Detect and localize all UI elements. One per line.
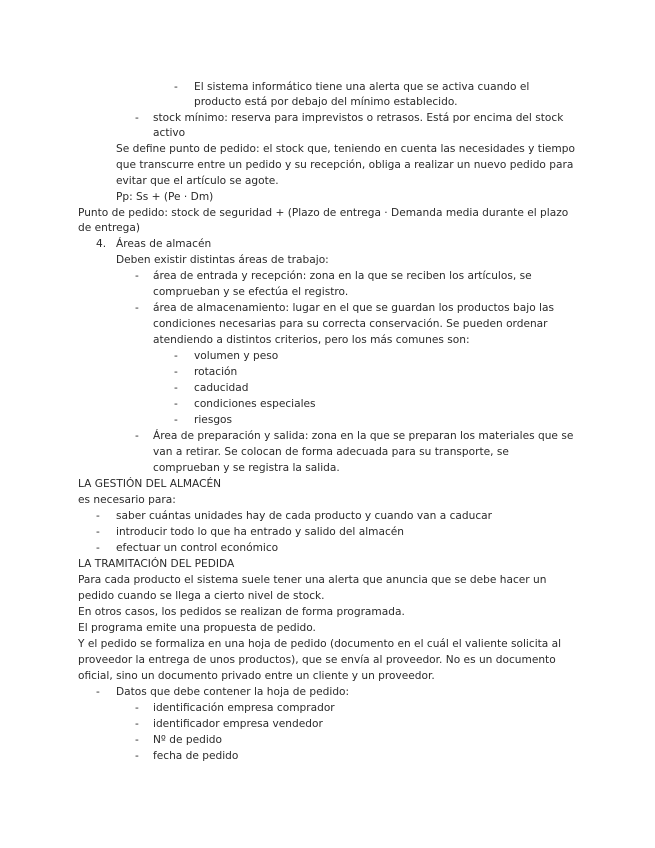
entrada-line-1: área de entrada y recepción: zona en la que se reciben los artículos, se [153,270,532,282]
gestion-heading: LA GESTIÓN DEL ALMACÉN [78,478,222,490]
bullet-dash: - [135,430,139,442]
gestion-intro: es necesario para: [78,494,176,506]
datos-intro: Datos que debe contener la hoja de pedido: [116,686,350,698]
alert-line-2: producto está por debajo del mínimo establecido. [194,96,458,108]
bullet-dash: - [174,366,178,378]
formula-text-line-1: Punto de pedido: stock de seguridad + (Plazo de entrega · Demanda media durante el plazo [78,207,569,219]
almacenamiento-line-2: condiciones necesarias para su correcta conservación. Se pueden ordenar [153,318,548,330]
tramitacion-p4-line-3: oficial, sino un documento privado entre un cliente y un proveedor. [78,670,435,682]
datos-item: Nº de pedido [153,734,223,746]
bullet-dash: - [96,542,100,554]
punto-def-line-1: Se define punto de pedido: el stock que, teniendo en cuenta las necesidades y tiempo [116,143,575,155]
tramitacion-p1-line-2: pedido cuando se llega a cierto nivel de stock. [78,590,325,602]
tramitacion-p4-line-1: Y el pedido se formaliza en una hoja de pedido (documento en el cuál el valiente solicita al [78,638,562,650]
almacenamiento-line-3: atendiendo a distintos criterios, pero los más comunes son: [153,334,470,346]
stock-minimo-line-2: activo [153,127,186,139]
gestion-item: saber cuántas unidades hay de cada producto y cuando van a caducar [116,510,493,522]
datos-item: identificador empresa vendedor [153,718,323,730]
gestion-item: efectuar un control económico [116,542,279,554]
section-intro: Deben existir distintas áreas de trabajo: [116,254,329,266]
almacenamiento-line-1: área de almacenamiento: lugar en el que se guardan los productos bajo las [153,302,554,314]
gestion-item: introducir todo lo que ha entrado y salido del almacén [116,526,405,538]
bullet-dash: - [135,270,139,282]
bullet-dash: - [96,526,100,538]
stock-minimo-line-1: stock mínimo: reserva para imprevistos o retrasos. Está por encima del stock [153,112,564,124]
preparacion-line-1: Área de preparación y salida: zona en la que se preparan los materiales que se [153,430,574,442]
punto-def-line-2: que transcurre entre un pedido y su recepción, obliga a realizar un nuevo pedido para [116,159,574,171]
datos-item: identificación empresa comprador [153,702,335,714]
criterio-item: condiciones especiales [194,398,316,410]
bullet-dash: - [135,302,139,314]
bullet-dash: - [174,382,178,394]
tramitacion-p2: En otros casos, los pedidos se realizan de forma programada. [78,606,405,618]
bullet-dash: - [135,734,139,746]
tramitacion-p1-line-1: Para cada producto el sistema suele tener una alerta que anuncia que se debe hacer un [78,574,547,586]
bullet-dash: - [96,686,100,698]
entrada-line-2: comprueban y se efectúa el registro. [153,286,349,298]
bullet-dash: - [135,718,139,730]
bullet-dash: - [135,112,139,124]
bullet-dash: - [174,350,178,362]
tramitacion-p3: El programa emite una propuesta de pedido. [78,622,316,634]
section-number: 4. [96,238,107,250]
criterio-item: rotación [194,366,238,378]
criterio-item: volumen y peso [194,350,279,362]
preparacion-line-2: van a retirar. Se colocan de forma adecuada para su transporte, se [153,446,509,458]
formula: Pp: Ss + (Pe · Dm) [116,191,214,203]
preparacion-line-3: comprueban y se registra la salida. [153,462,340,474]
bullet-dash: - [96,510,100,522]
punto-def-line-3: evitar que el artículo se agote. [116,175,279,187]
bullet-dash: - [135,702,139,714]
alert-line-1: El sistema informático tiene una alerta que se activa cuando el [194,81,530,93]
section-title: Áreas de almacén [116,238,212,250]
tramitacion-p4-line-2: proveedor la entrega de unos productos), que se envía al proveedor. No es un documento [78,654,556,666]
formula-text-line-2: de entrega) [78,222,140,234]
bullet-dash: - [174,81,178,93]
criterio-item: riesgos [194,414,233,426]
bullet-dash: - [135,750,139,762]
datos-item: fecha de pedido [153,750,239,762]
bullet-dash: - [174,414,178,426]
criterio-item: caducidad [194,382,249,394]
tramitacion-heading: LA TRAMITACIÓN DEL PEDIDA [78,558,235,570]
bullet-dash: - [174,398,178,410]
